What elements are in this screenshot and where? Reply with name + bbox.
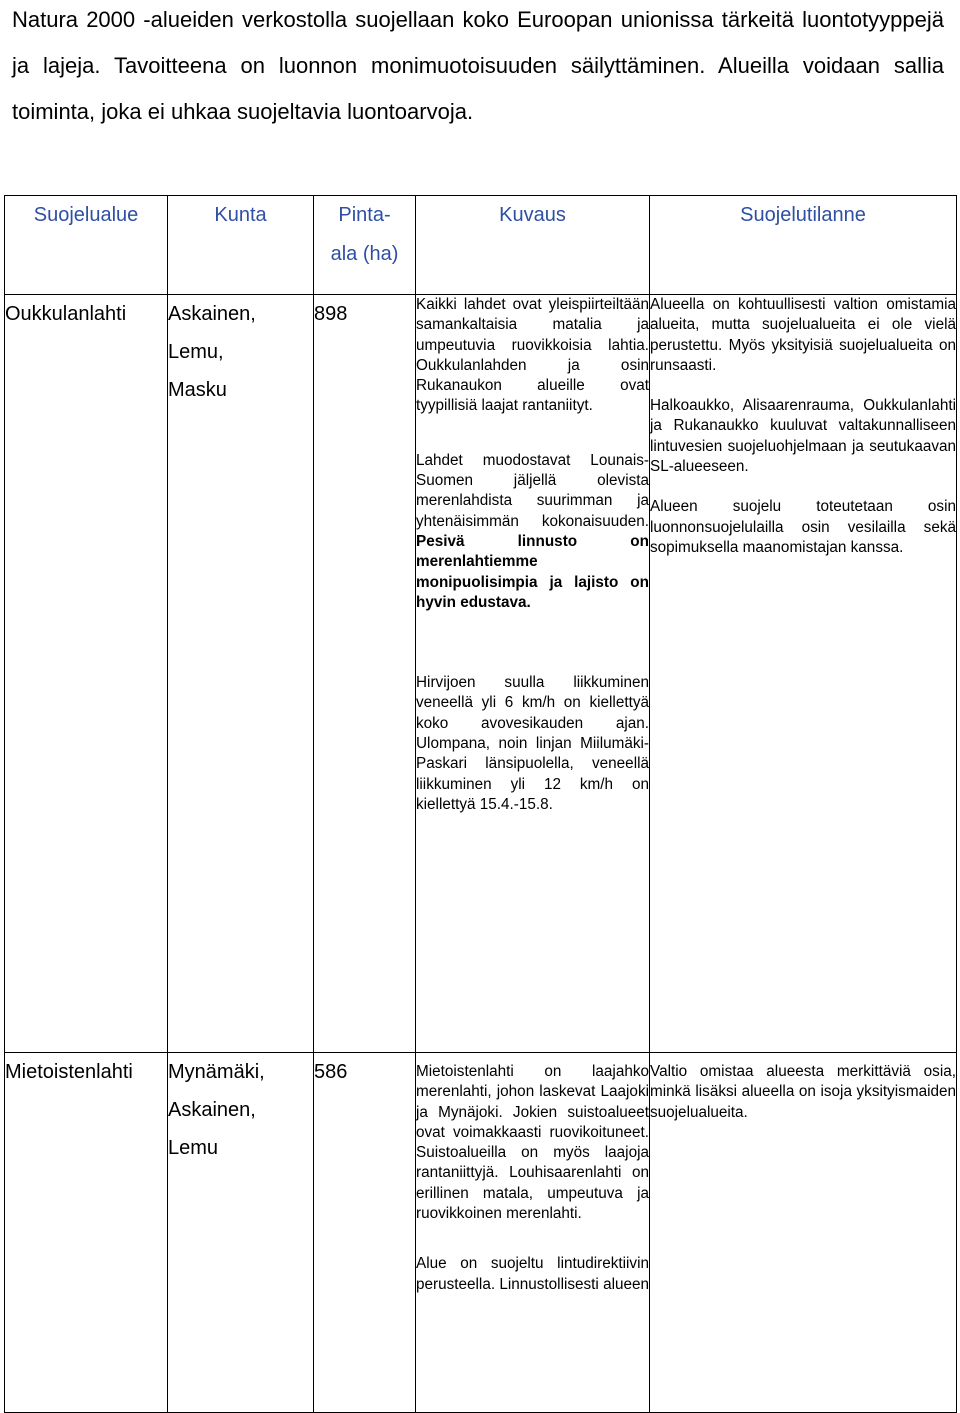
description-cell — [416, 1053, 650, 1413]
status-paragraph: Alueen suojelu toteutetaan osin luonnonsuojelulailla osin vesilailla sekä sopimuksella maanomistajan kanssa. — [650, 498, 956, 556]
description-paragraph: Alue on suojeltu lintudirektiivin perusteella. Linnustollisesti alueen — [416, 1255, 650, 1293]
header-size-line1: Pinta- — [338, 204, 391, 226]
status-paragraph: Halkoaukko, Alisaarenrauma, Oukkulanlahti ja Rukanaukko kuuluvat valtakunnalliseen lintuvesien suojeluohjelmaan ja seutukaavan SL-alueeseen. — [650, 397, 956, 476]
description-paragraph: Kaikki lahdet ovat yleispiirteiltään samankaltaisia matalia ja umpeutuvia ruovikkoisia lahtia. Oukkulanlahden ja osin Rukanaukon alueille ovat tyypillisiä laajat rantaniityt. — [416, 296, 649, 415]
municipality: Mynämäki, — [168, 1061, 265, 1083]
header-size-line2: ala (ha) — [330, 243, 399, 265]
status-cell — [650, 295, 957, 1053]
header-status: Suojelutilanne — [650, 196, 957, 295]
description-cell — [416, 295, 650, 1053]
table-row — [5, 1053, 957, 1413]
header-municipality: Kunta — [168, 196, 314, 295]
municipality: Masku — [168, 379, 227, 401]
municipality: Askainen, — [168, 1099, 256, 1121]
area-name: Oukkulanlahti — [5, 295, 168, 1053]
status-paragraph: Alueella on kohtuullisesti valtion omistamia alueita, mutta suojelualueita ei ole vielä perustettu. Myös yksityisiä suojelualueita on runsaasti. — [650, 296, 956, 374]
description-paragraph — [416, 451, 649, 613]
municipality: Askainen, — [168, 303, 256, 325]
area-size: 586 — [314, 1053, 416, 1413]
status-cell — [650, 1053, 957, 1413]
description-paragraph: Mietoistenlahti on laajahko merenlahti, johon laskevat Laajoki ja Mynäjoki. Jokien suistoalueet ovat voimakkaasti ruovikoituneet. Suistoalueilla on myös laajoja rantaniittyjä. Louhisaarenlahti on erillinen matala, umpeutuva ja ruovikkoinen merenlahti. — [416, 1063, 649, 1223]
municipality-cell — [168, 1053, 314, 1413]
header-size — [314, 196, 416, 295]
header-area: Suojelualue — [5, 196, 168, 295]
municipality: Lemu, — [168, 341, 224, 363]
table-header-row — [5, 196, 957, 295]
description-paragraph: Hirvijoen suulla liikkuminen veneellä yli 6 km/h on kiellettyä koko avovesikauden ajan. Ulompana, noin linjan Miilumäki-Paskari länsipuolella, veneellä liikkuminen yli 12 km/h on kiellettyä 15.4.-15.8. — [416, 674, 649, 813]
intro-paragraph: Natura 2000 -alueiden verkostolla suojellaan koko Euroopan unionissa tärkeitä luontotyyppejä ja lajeja. Tavoitteena on luonnon monimuotoisuuden säilyttäminen. Alueilla voidaan sallia toiminta, joka ei uhkaa suojeltavia luontoarvoja. — [12, 7, 944, 124]
status-paragraph: Valtio omistaa alueesta merkittäviä osia, minkä lisäksi alueella on isoja yksityismaiden suojelualueita. — [650, 1063, 956, 1121]
area-size: 898 — [314, 295, 416, 1053]
protected-areas-table — [4, 195, 957, 1413]
description-text: Lahdet muodostavat Lounais-Suomen jäljellä olevista merenlahdista suurimman ja yhtenäisimmän kokonaisuuden. — [416, 451, 649, 530]
header-description: Kuvaus — [416, 196, 650, 295]
description-highlight: Pesivä linnusto on merenlahtiemme monipuolisimpia ja lajisto on hyvin edustava. — [416, 532, 649, 611]
area-name: Mietoistenlahti — [5, 1053, 168, 1413]
municipality: Lemu — [168, 1137, 219, 1159]
municipality-cell — [168, 295, 314, 1053]
table-row — [5, 295, 957, 1053]
